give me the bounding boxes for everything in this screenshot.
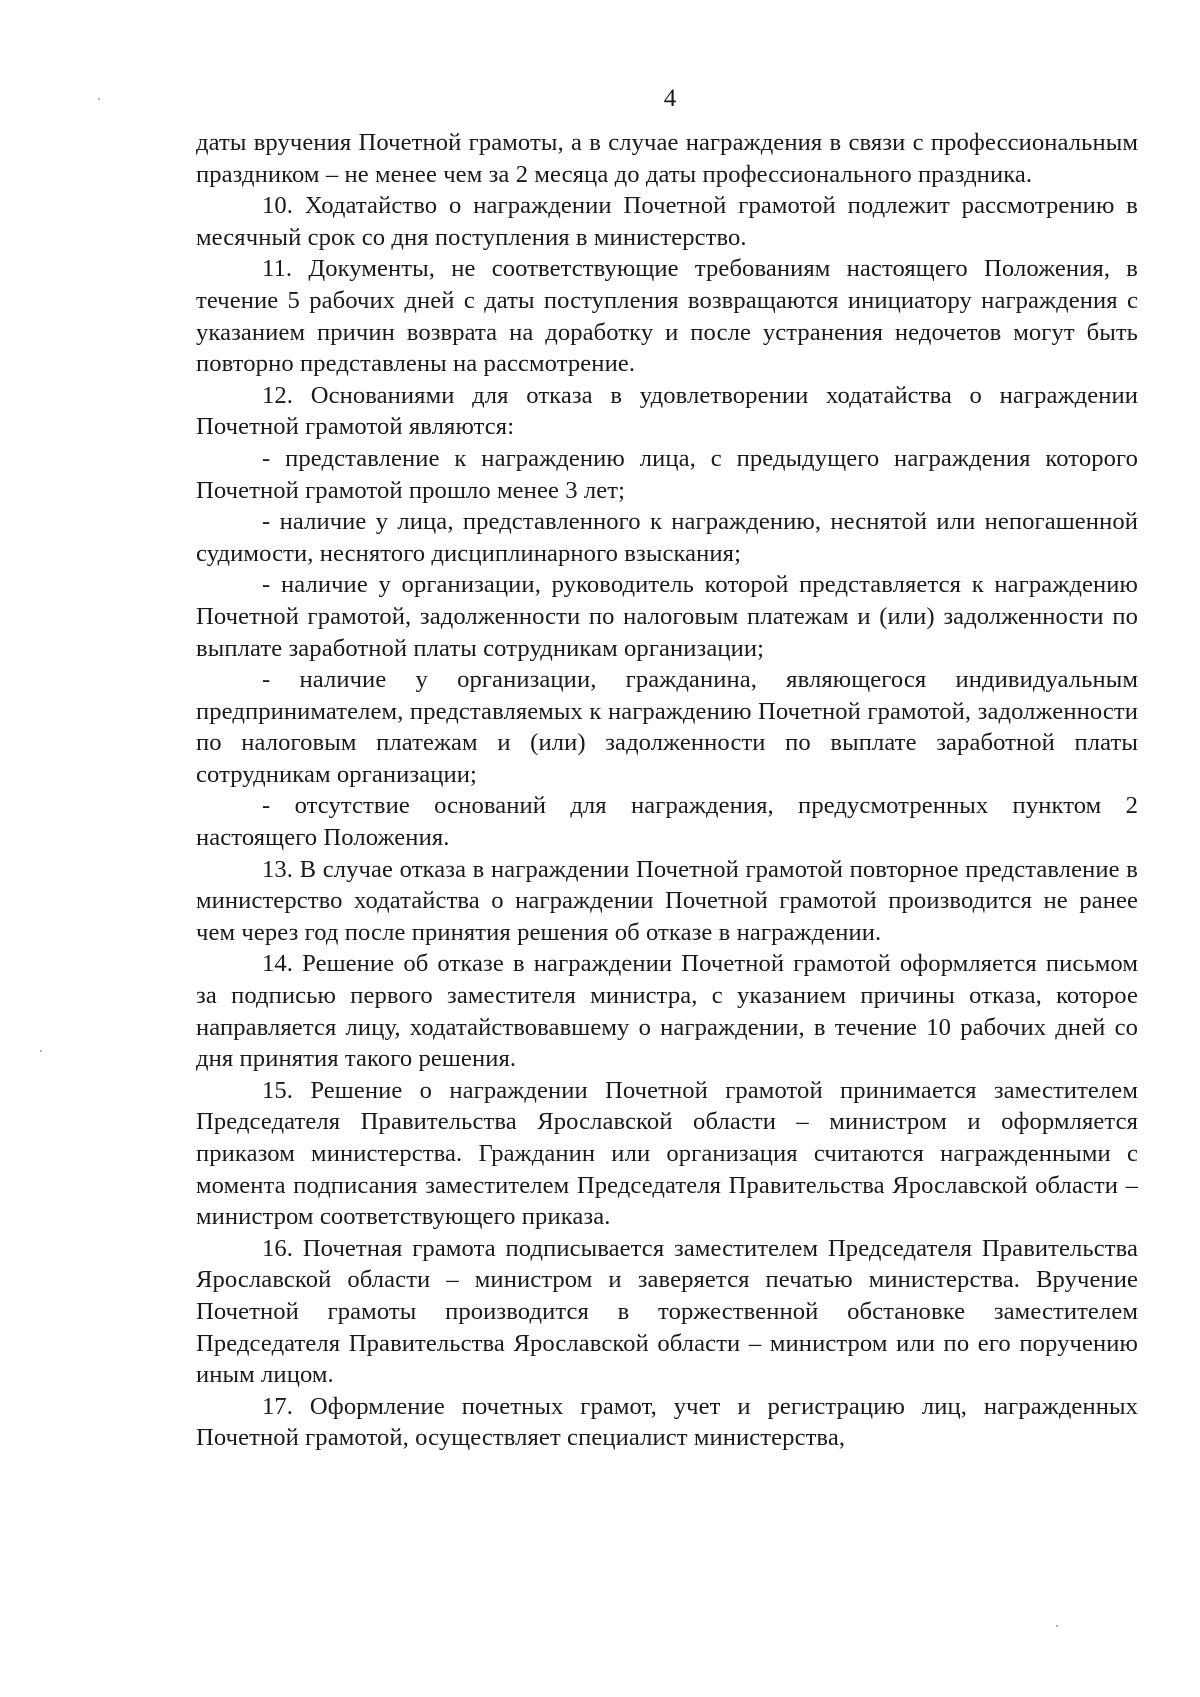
list-item-12-2: - наличие у лица, представленного к награждению, неснятой или непогашенной судимости, неснятого дисциплинарного взыскания; <box>196 508 1138 567</box>
paragraph-continuation: даты вручения Почетной грамоты, а в случае награждения в связи с профессиональным праздником – не менее чем за 2 месяца до даты профессионального праздника. <box>196 129 1138 188</box>
page-number: 4 <box>663 85 677 112</box>
list-item-12-4: - наличие у организации, гражданина, являющегося индивидуальным предпринимателем, представляемых к награждению Почетной грамотой, задолженности по налоговым платежам и (или) задолженности по выплате заработной платы сотрудникам организации; <box>196 666 1138 788</box>
paragraph-16: 16. Почетная грамота подписывается заместителем Председателя Правительства Ярославской области – министром и заверяется печатью министерства. Вручение Почетной грамоты производится в торжественной обстановке заместителем Председателя Правительства Ярославской области – министром или по его поручению иным лицом. <box>196 1234 1138 1389</box>
paragraph-15: 15. Решение о награждении Почетной грамотой принимается заместителем Председателя Правительства Ярославской области – министром и оформляется приказом министерства. Гражданин или организация считаются награжденными с момента подписания заместителем Председателя Правительства Ярославской области – министром соответствующего приказа. <box>196 1076 1138 1231</box>
scan-speck <box>98 98 100 100</box>
paragraph-17: 17. Оформление почетных грамот, учет и регистрацию лиц, награжденных Почетной грамотой, осуществляет специалист министерства, <box>196 1392 1138 1452</box>
list-item-12-5: - отсутствие оснований для награждения, предусмотренных пунктом 2 настоящего Положения. <box>196 792 1138 852</box>
paragraph-10: 10. Ходатайство о награждении Почетной грамотой подлежит рассмотрению в месячный срок со дня поступления в министерство. <box>196 192 1138 251</box>
paragraph-14: 14. Решение об отказе в награждении Почетной грамотой оформляется письмом за подписью первого заместителя министра, с указанием причины отказа, которое направляется лицу, ходатайствовавшему о награждении, в течение 10 рабочих дней со дня принятия такого решения. <box>196 950 1138 1073</box>
paragraph-12: 12. Основаниями для отказа в удовлетворении ходатайства о награждении Почетной грамотой являются: <box>196 381 1138 441</box>
scan-speck <box>1056 1625 1058 1627</box>
list-item-12-3: - наличие у организации, руководитель которой представляется к награждению Почетной грамотой, задолженности по налоговым платежам и (или) задолженности по выплате заработной платы сотрудникам организации; <box>196 571 1138 662</box>
document-body <box>196 127 1138 1454</box>
paragraph-13: 13. В случае отказа в награждении Почетной грамотой повторное представление в министерство ходатайства о награждении Почетной грамотой производится не ранее чем через год после принятия решения об отказе в награждении. <box>196 855 1138 946</box>
scan-speck <box>40 1050 42 1052</box>
list-item-12-1: - представление к награждению лица, с предыдущего награждения которого Почетной грамотой прошло менее 3 лет; <box>196 444 1138 504</box>
paragraph-11: 11. Документы, не соответствующие требованиям настоящего Положения, в течение 5 рабочих дней с даты поступления возвращаются инициатору награждения с указанием причин возврата на доработку и после устранения недочетов могут быть повторно представлены на рассмотрение. <box>196 255 1138 378</box>
